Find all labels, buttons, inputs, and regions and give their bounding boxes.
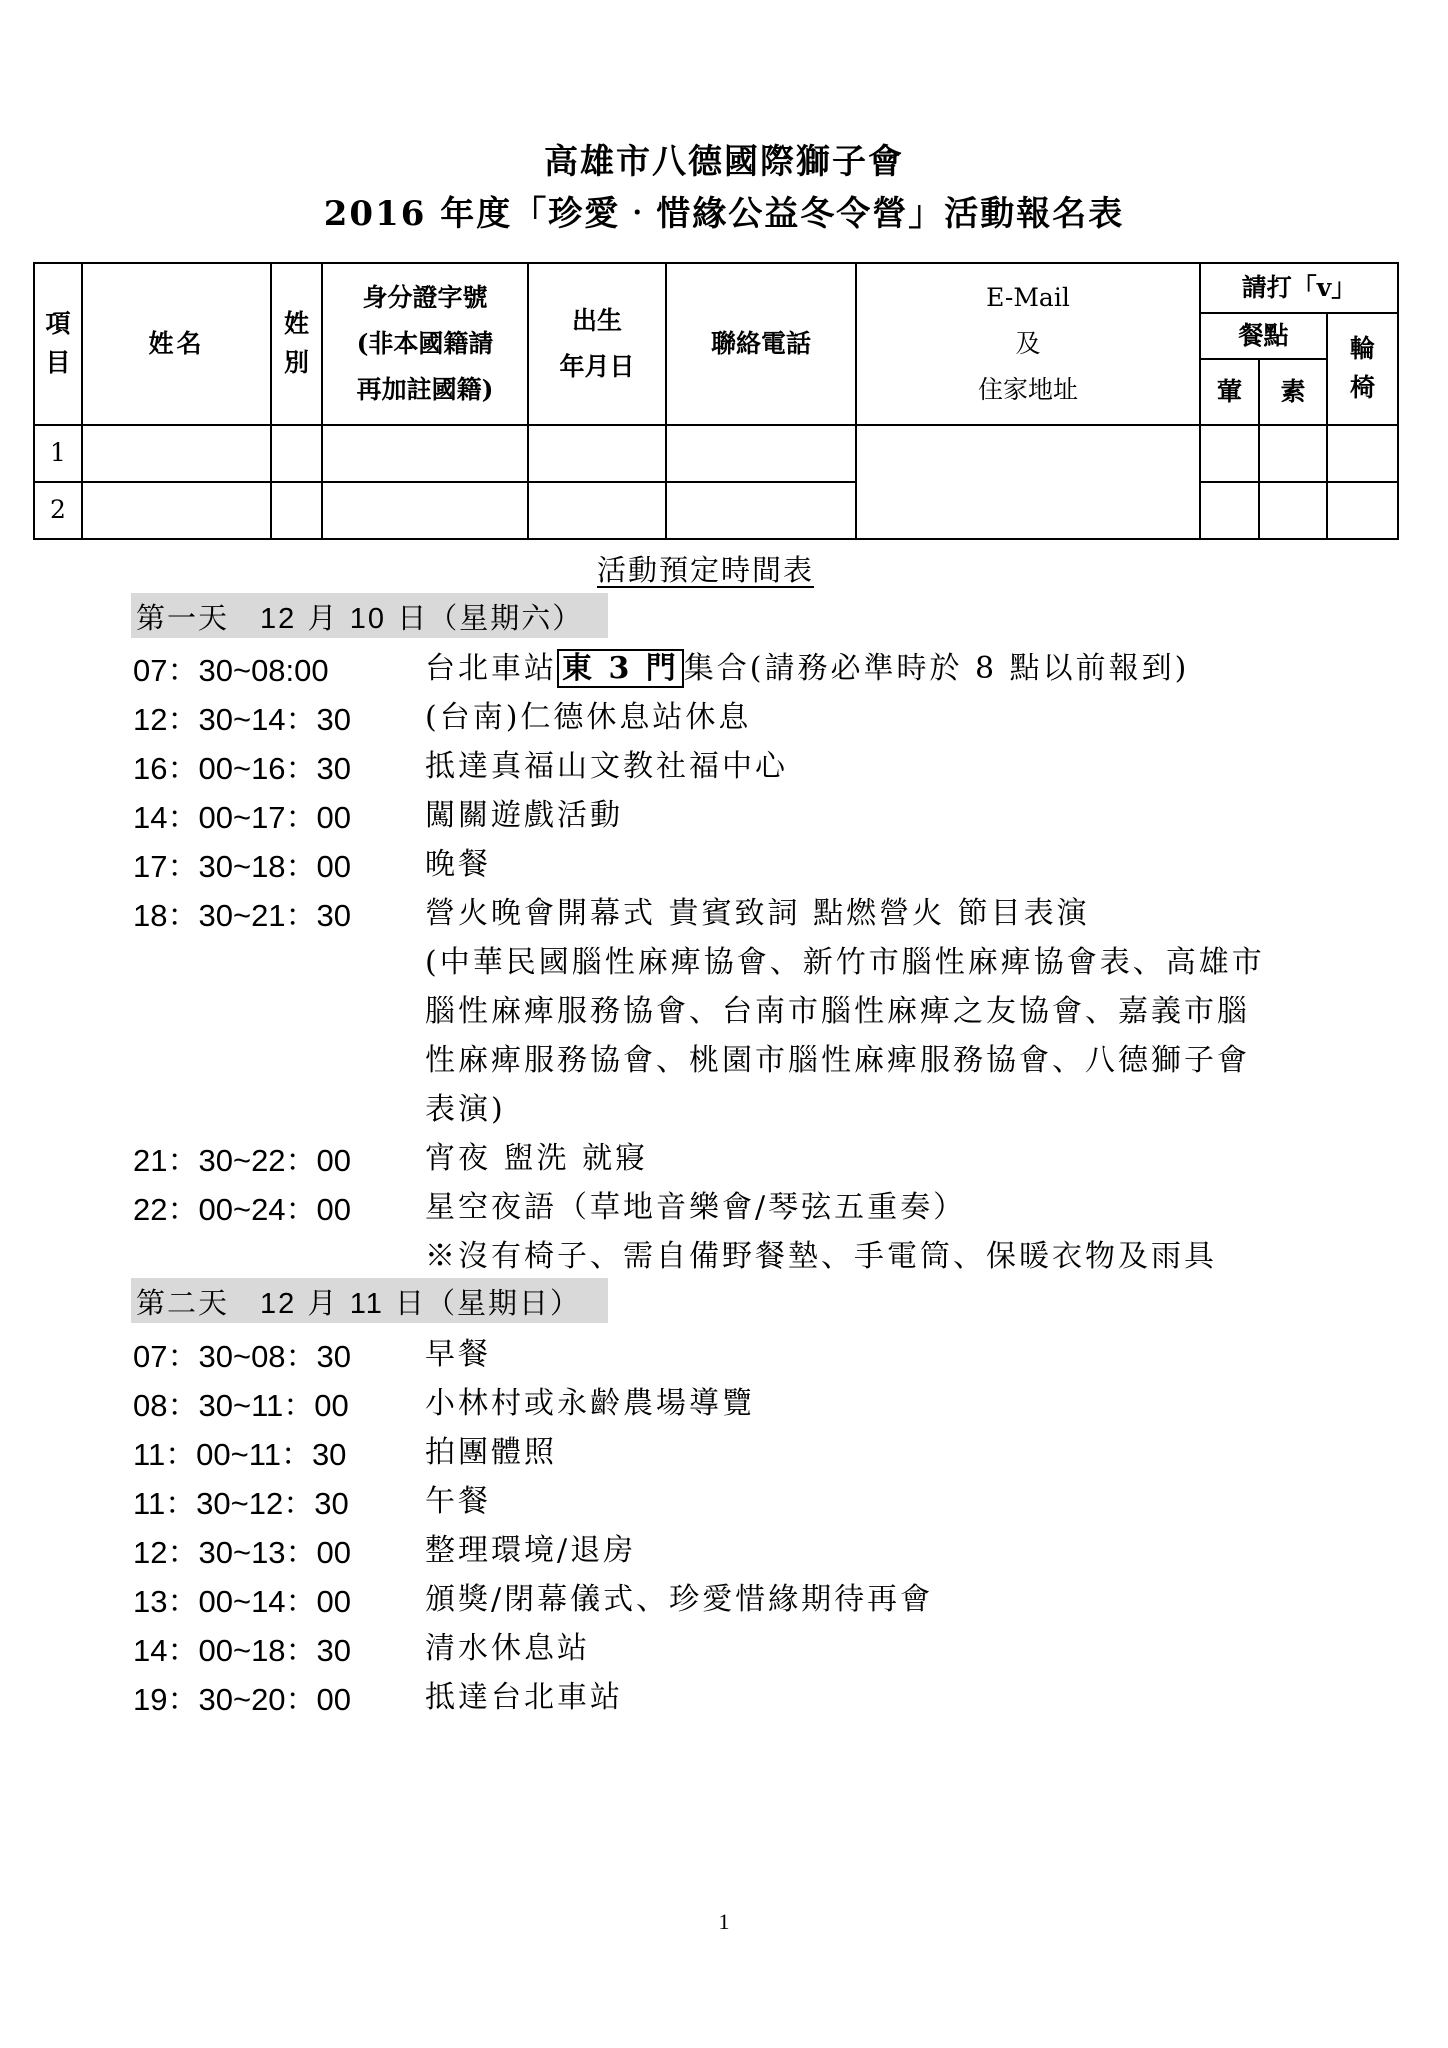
schedule-desc: 晚餐 xyxy=(425,847,491,882)
meat-cell[interactable] xyxy=(1200,425,1259,482)
schedule-desc: 早餐 xyxy=(425,1337,491,1372)
registration-table xyxy=(33,262,1399,540)
day1-label-prefix: 第一天 xyxy=(136,601,261,635)
schedule-time: 12：30~13：00 xyxy=(133,1535,352,1570)
phone-cell[interactable] xyxy=(666,482,856,539)
header-meal: 餐點 xyxy=(1200,313,1327,359)
id-cell[interactable] xyxy=(322,425,528,482)
schedule-time: 07：30~08:00 xyxy=(133,653,329,688)
schedule-desc: 午餐 xyxy=(425,1484,491,1519)
page-number: 1 xyxy=(718,1909,730,1934)
table-row xyxy=(34,425,1398,482)
day1-month: 12 xyxy=(260,603,297,635)
day2-month: 12 xyxy=(260,1288,297,1320)
day2-day: 11 xyxy=(349,1288,384,1320)
wheelchair-cell[interactable] xyxy=(1327,425,1398,482)
meeting-gate-box: 東 3 門 xyxy=(557,649,684,688)
birth-cell[interactable] xyxy=(528,482,666,539)
schedule-desc: 整理環境/退房 xyxy=(425,1533,637,1568)
schedule-desc: 頒獎/閉幕儀式、珍愛惜緣期待再會 xyxy=(425,1582,934,1617)
schedule-desc xyxy=(425,643,1189,687)
day2-label-prefix: 第二天 xyxy=(136,1286,261,1320)
schedule-time: 12：30~14：30 xyxy=(133,702,352,737)
schedule-note: ※沒有椅子、需自備野餐墊、手電筒、保暖衣物及雨具 xyxy=(425,1239,1217,1274)
row-number: 1 xyxy=(34,425,82,482)
desc-part: 集合(請務必準時於 8 點以前報到) xyxy=(683,651,1190,686)
schedule-desc-continued: 腦性麻痺服務協會、台南市腦性麻痺之友協會、嘉義市腦 xyxy=(425,994,1250,1029)
vegetarian-cell[interactable] xyxy=(1259,482,1327,539)
schedule-time: 21：30~22：00 xyxy=(133,1143,352,1178)
header-email-address: E-Mail 及 住家地址 xyxy=(856,263,1200,425)
day1-day: 10 xyxy=(349,603,386,635)
day2-label-weekday: 日（星期日） xyxy=(383,1286,582,1320)
header-vegetarian: 素 xyxy=(1259,359,1327,425)
schedule-time: 16：00~16：30 xyxy=(133,751,352,786)
schedule-title: 活動預定時間表 xyxy=(597,553,815,587)
schedule-desc: 星空夜語（草地音樂會/琴弦五重奏） xyxy=(425,1190,967,1225)
schedule-desc: 抵達真福山文教社福中心 xyxy=(425,749,788,784)
name-cell[interactable] xyxy=(82,425,271,482)
day1-label-month-unit: 月 xyxy=(296,601,350,635)
header-id-number: 身分證字號 (非本國籍請 再加註國籍) xyxy=(322,263,528,425)
schedule-time: 11：00~11：30 xyxy=(133,1437,347,1472)
schedule-time: 08：30~11：00 xyxy=(133,1388,349,1423)
day1-label xyxy=(136,596,583,637)
day2-label-month-unit: 月 xyxy=(296,1286,350,1320)
header-name: 姓名 xyxy=(82,263,271,425)
schedule-desc-continued: 表演) xyxy=(425,1092,506,1127)
vegetarian-cell[interactable] xyxy=(1259,425,1327,482)
schedule-desc: 清水休息站 xyxy=(425,1631,590,1666)
schedule-time: 14：00~18：30 xyxy=(133,1633,352,1668)
day2-label xyxy=(136,1281,581,1322)
schedule-time: 19：30~20：00 xyxy=(133,1682,352,1717)
desc-part: 台北車站 xyxy=(425,651,557,686)
row-number: 2 xyxy=(34,482,82,539)
birth-cell[interactable] xyxy=(528,425,666,482)
day1-label-weekday: 日（星期六） xyxy=(385,601,584,635)
document-subtitle: 2016 年度「珍愛‧惜緣公益冬令營」活動報名表 xyxy=(323,194,1125,234)
header-meat: 葷 xyxy=(1200,359,1259,425)
header-birth-date: 出生 年月日 xyxy=(528,263,666,425)
schedule-time: 22：00~24：00 xyxy=(133,1192,352,1227)
schedule-time: 18：30~21：30 xyxy=(133,898,352,933)
schedule-time: 14：00~17：00 xyxy=(133,800,352,835)
schedule-desc: 拍團體照 xyxy=(425,1435,557,1470)
schedule-desc: 宵夜 盥洗 就寢 xyxy=(425,1141,649,1176)
schedule-desc-continued: 性麻痺服務協會、桃園市腦性麻痺服務協會、八德獅子會 xyxy=(425,1043,1250,1078)
schedule-time: 11：30~12：30 xyxy=(133,1486,349,1521)
schedule-desc: 抵達台北車站 xyxy=(425,1680,623,1715)
schedule-time: 07：30~08：30 xyxy=(133,1339,352,1374)
email-address-cell[interactable] xyxy=(856,425,1200,539)
header-wheelchair: 輪 椅 xyxy=(1327,313,1398,425)
header-item: 項 目 xyxy=(34,263,82,425)
schedule-time: 13：00~14：00 xyxy=(133,1584,352,1619)
phone-cell[interactable] xyxy=(666,425,856,482)
meat-cell[interactable] xyxy=(1200,482,1259,539)
header-check-instruction: 請打「v」 xyxy=(1200,263,1398,313)
wheelchair-cell[interactable] xyxy=(1327,482,1398,539)
name-cell[interactable] xyxy=(82,482,271,539)
header-phone: 聯絡電話 xyxy=(666,263,856,425)
schedule-desc: (台南)仁德休息站休息 xyxy=(425,700,752,735)
document-title: 高雄市八德國際獅子會 xyxy=(544,142,904,182)
gender-cell[interactable] xyxy=(271,425,322,482)
schedule-time: 17：30~18：00 xyxy=(133,849,352,884)
gender-cell[interactable] xyxy=(271,482,322,539)
schedule-desc: 營火晚會開幕式 貴賓致詞 點燃營火 節目表演 xyxy=(425,896,1090,931)
header-gender: 姓 別 xyxy=(271,263,322,425)
id-cell[interactable] xyxy=(322,482,528,539)
schedule-desc-continued: (中華民國腦性麻痺協會、新竹市腦性麻痺協會表、高雄市 xyxy=(425,945,1265,980)
schedule-desc: 小林村或永齡農場導覽 xyxy=(425,1386,755,1421)
schedule-desc: 闖關遊戲活動 xyxy=(425,798,623,833)
